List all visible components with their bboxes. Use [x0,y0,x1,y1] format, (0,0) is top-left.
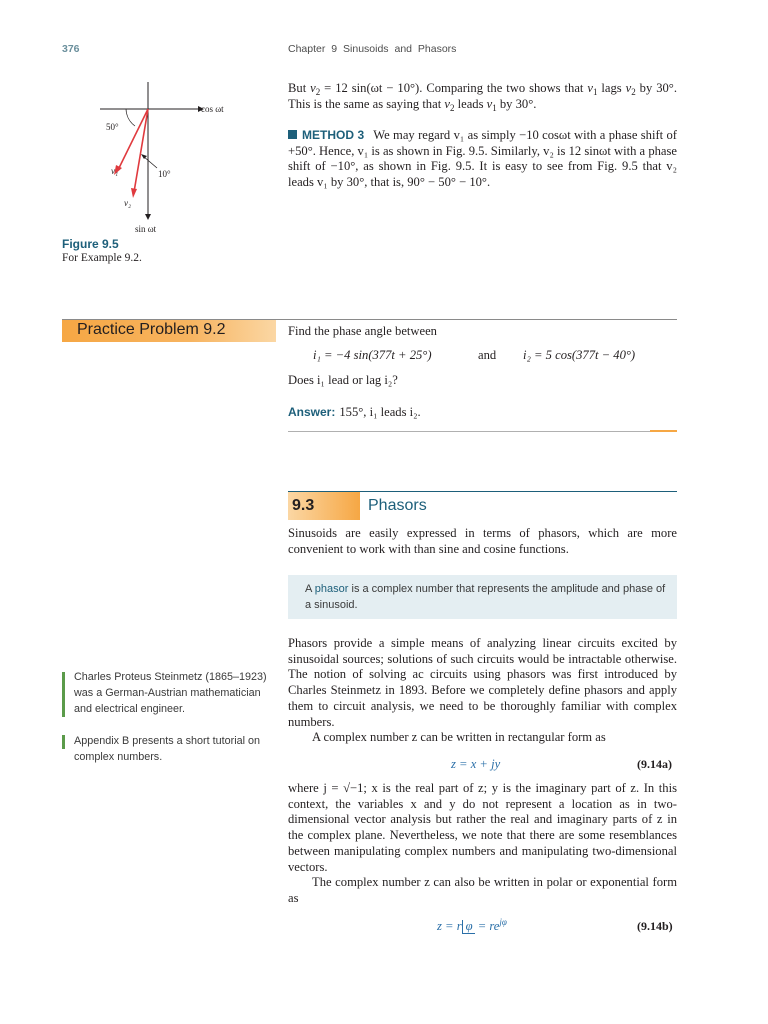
practice-eq2: i₂ = 5 cos(377t − 40°) [523,348,636,362]
practice-rule-bottom [288,431,677,432]
label-v2: v₂ [124,198,132,208]
phasor-figure [95,78,245,238]
equation-number-9-14a: (9.14a) [637,757,672,771]
label-v1: v₁ [111,166,119,176]
equation-number-9-14b: (9.14b) [637,919,673,933]
angle-symbol: φ [462,920,475,934]
margin-note-bar [62,735,65,749]
label-cos: cos ωt [201,104,224,114]
label-10: 10° [158,169,171,179]
paragraph-phasors: Phasors provide a simple means of analyzing linear circuits excited by sinusoidal sources; solutions of such circuits would be intractable otherwise. The notion of solving ac circuits using phasors was first introduced by Charles Steinmetz in 1893. Before we completely define phasors and apply them to circuit analysis, we need to be thoroughly familiar with complex numbers. A complex number z can be written in rectangular form as [288,636,677,745]
v2-arrowhead [131,188,137,198]
page-number: 376 [62,43,80,55]
running-head: Chapter 9 Sinusoids and Phasors [288,43,457,55]
section-intro: Sinusoids are easily expressed in terms of phasors, which are more convenient to work with than sine and cosine functions. [288,526,677,556]
method-text: We may regard v₁ as simply −10 cosωt with a phase shift of +50°. Hence, v₁ is as shown in Fig. 9.5. Similarly, v₂ is 12 sinωt with a phase shift of −10°, as shown in Fig. 9.5. It is easy to see from Fig. 9.5 that v₂ leads v₁ by 30°, that is, 90° − 50° − 10°. [288,128,677,190]
label-sin: sin ωt [135,224,157,234]
margin-note-steinmetz: Charles Proteus Steinmetz (1865–1923) was a German-Austrian mathematician and electrical engineer. [74,671,267,715]
paragraph-where: where j = √−1; x is the real part of z; y is the imaginary part of z. In this context, the variables x and y do not represent a location as in two-dimensional vector analysis but rather the real and imaginary parts of z in the complex plane. Nevertheless, we note that there are some resemblances between manipulating complex numbers and manipulating two-dimensional vectors. The complex number z can also be written in polar or exponential form as [288,781,677,905]
equation-9-14a: z = x + jy [451,757,501,771]
practice-title: Practice Problem 9.2 [77,321,226,338]
answer-label: Answer: [288,405,336,419]
margin-note-appendix: Appendix B presents a short tutorial on complex numbers. [74,735,261,763]
definition-key-term: phasor [314,583,349,595]
margin-note-bar [62,672,65,717]
label-50: 50° [106,122,119,132]
practice-and: and [478,348,497,362]
figure-caption: For Example 9.2. [62,252,142,264]
paragraph-complex-intro: A complex number z can be written in rectangular form as [312,730,606,745]
method-label: METHOD 3 [302,128,365,142]
method-square-icon [288,130,297,139]
practice-eq1: i₁ = −4 sin(377t + 25°) [313,348,432,362]
practice-prompt: Find the phase angle between [288,324,437,338]
section-title: Phasors [368,497,427,514]
method-3-paragraph [288,128,677,191]
practice-question: Does i₁ lead or lag i₂? [288,373,398,387]
equation-9-14b: z = r $\varphi = re^{j\varphi}$ [437,917,507,934]
practice-rule-accent [650,430,677,432]
angle-arc-50 [126,109,135,126]
answer-text: 155°, i₁ leads i₂. [339,405,421,419]
practice-answer [288,405,421,421]
paragraph-comparison: But $v_2 = 12$ sin(ωt − 10°). Comparing the two shows that $v_1$ lags $v_2$ by 30°. This is the same as saying that $v_2$ leads $v_1$ by 30°. [288,81,677,113]
paragraph-polar-intro: The complex number z can also be written in polar or exponential form as [288,875,677,905]
sin-axis-arrowhead [145,214,151,220]
definition-text: A phasor is a complex number that represents the amplitude and phase of a sinusoid. [305,583,666,611]
section-number: 9.3 [292,497,315,514]
figure-title: Figure 9.5 [62,237,119,251]
